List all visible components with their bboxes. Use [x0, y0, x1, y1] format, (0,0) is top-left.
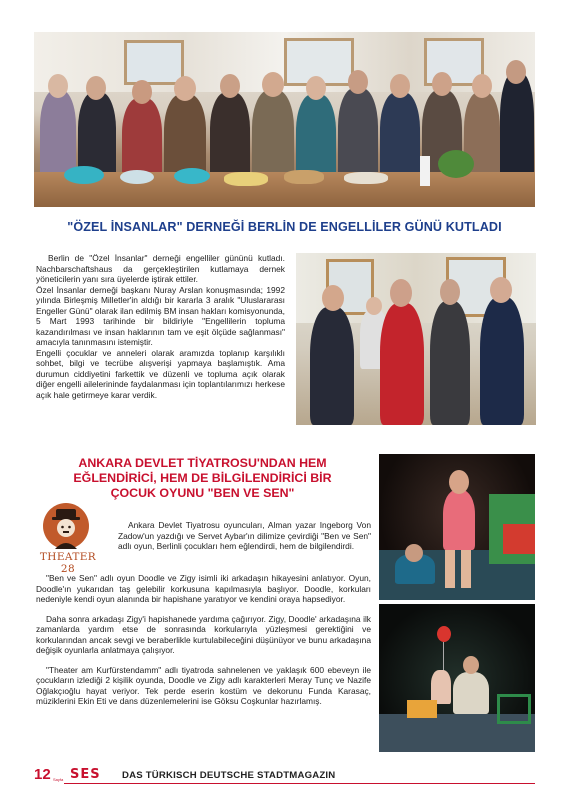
theater-logo: [34, 503, 102, 575]
page-number-label: Sayfa: [53, 777, 64, 782]
article2-title-line: EĞLENDİRİCİ, HEM DE BİLGİLENDİRİCİ BİR: [73, 471, 332, 485]
article2-paragraph: Daha sonra arkadaşı Zigy'i hapishanede yardıma çağırıyor. Zigy, Doodle' arkadaşına ilk zamanlarda yardım etse de sonrasında korkularıyla yüzleşmesi gerektiğini ve korkularından ancak sevgi ve beraberlikle kurtulabileceğini düşünüyor ve bunu arkadaşına değişik oyunlarla anlatmaya çalışıyor.: [36, 613, 371, 655]
family-photo: [296, 253, 536, 425]
article2-body: [36, 573, 371, 707]
article2-title: [34, 456, 371, 501]
page-footer: [34, 766, 535, 786]
footer-divider: [64, 783, 535, 784]
article2-paragraph: "Theater am Kurfürstendamm" adlı tiyatroda sahnelenen ve yaklaşık 600 ebeveyn ile çocukların izlediği 2 kişilik oyunda, Doodle ve Zigy adlı karakterleri Meray Tunç ve Nazife Oğlakçıoğlu hayat veriyor. Tek perde eserin kostüm ve dekorunu Funda Karasaç, müziklerini Ekin Eti ve dans düzenlemelerini ise Göksu Coşkunlar hazırlamış.: [36, 664, 371, 706]
article1-title: "ÖZEL İNSANLAR" DERNEĞİ BERLİN DE ENGELLİLER GÜNÜ KUTLADI: [67, 220, 502, 234]
article2-title-line: ÇOCUK OYUNU "BEN VE SEN": [110, 486, 295, 500]
article1-body: [36, 253, 285, 400]
article2-paragraph: "Ben ve Sen" adlı oyun Doodle ve Zigy isimli iki arkadaşın hikayesini anlatıyor. Oyun, Doodle'ın yukarıdan taş gelebilir korkusuna kapılmasıyla başlıyor. Doodle, korkuları nedeniyle kendi oyun alanında bir hapishane yaratıyor ve kendini oraya hapsediyor.: [36, 573, 371, 604]
brand-logo: SES: [70, 767, 101, 782]
magazine-name: DAS TÜRKISCH DEUTSCHE STADTMAGAZIN: [122, 770, 336, 781]
article1-paragraph: Engelli çocuklar ve anneleri olarak aramızda toplanıp karşılıklı sohbet, bilgi ve tecrübe alışverişi yapmaya başlamıştık. Ama durumun ciddiyetini farkettik ve düzenli ve topluma açık olarak diğer engelli ailelerininde faydalanması için toplantılarımızı herkese açık hale getirmeye karar verdik.: [36, 347, 285, 400]
stage-photo-2: [379, 604, 535, 752]
article2-title-line: ANKARA DEVLET TİYATROSU'NDAN HEM: [78, 456, 327, 470]
theater-logo-icon: [43, 503, 89, 549]
theater-logo-text: THEATER 28: [39, 551, 97, 575]
article1-paragraph: Berlin de "Özel İnsanlar" derneği engelliler gününü kutladı. Nachbarschaftshaus da gerçekleştirilen kutlamaya dernek yöneticilerin yanı sıra üyelerde iştirak ettiler.: [36, 253, 285, 284]
page-number: 12: [34, 766, 51, 783]
stage-photo-1: [379, 454, 535, 600]
article1-paragraph: Özel İnsanlar derneği başkanı Nuray Arslan konuşmasında; 1992 yılında Birleşmiş Milletler'in aldığı bir kararla 3 aralık "Uluslararası Engeller Günü" olarak ilan edilmiş BM insan hakları komisyonunda, 5 Mart 1993 tarihinde bir bildiriyle "Engellilerin topluma kazandırılması ve insan haklarının tam ve eşit ölçüde sağlanması" amacıyla tanınmasını istemiştir.: [36, 284, 285, 347]
article2-intro: Ankara Devlet Tiyatrosu oyuncuları, Alman yazar Ingeborg Von Zadow'un yazdığı ve Servet Aybar'ın dilimize çevirdiği "Ben ve Sen" adlı oyun, Berlinli çocukları hem eğlendirdi, hem de bilgilendirdi.: [118, 520, 371, 551]
group-photo-top: [34, 32, 535, 207]
